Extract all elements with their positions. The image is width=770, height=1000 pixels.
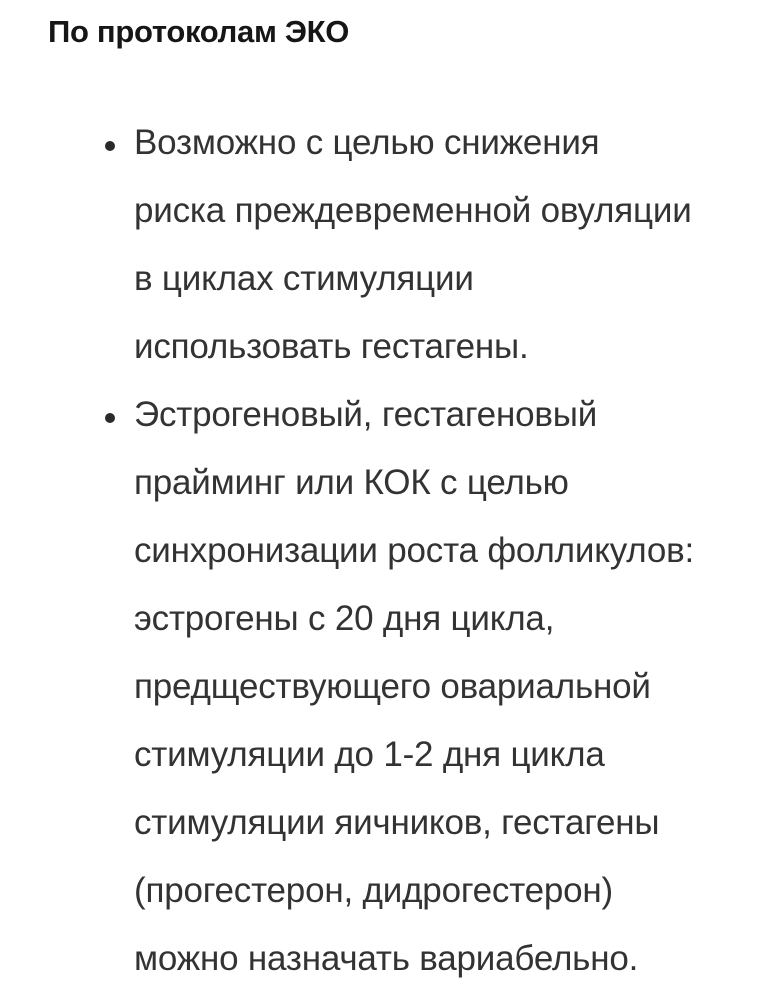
bullet-text-line: в циклах стимуляции — [134, 259, 474, 298]
bullet-text-line: эстрогены с 20 дня цикла, — [134, 599, 555, 638]
bullet-text-line: синхронизации роста фолликулов: — [134, 531, 695, 570]
bullet-text-line: прайминг или КОК с целью — [134, 463, 569, 502]
bullet-dot-icon — [105, 413, 115, 423]
bullet-list — [0, 109, 770, 993]
list-item — [0, 381, 770, 993]
bullet-text-line: стимуляции яичников, гестагены — [134, 803, 660, 842]
section-title: По протоколам ЭКО — [48, 14, 350, 49]
bullet-text-line: предществующего овариальной — [134, 667, 651, 706]
bullet-text-line: (прогестерон, дидрогестерон) — [134, 871, 614, 910]
bullet-dot-icon — [105, 141, 115, 151]
bullet-text-line: стимуляции до 1-2 дня цикла — [134, 735, 605, 774]
bullet-text-line: Эстрогеновый, гестагеновый — [134, 395, 598, 434]
bullet-text-line: Возможно с целью снижения — [134, 123, 600, 162]
bullet-text-line: риска преждевременной овуляции — [134, 191, 692, 230]
list-item — [0, 109, 770, 381]
bullet-text-line: можно назначать вариабельно. — [134, 939, 639, 978]
bullet-text-line: использовать гестагены. — [134, 327, 529, 366]
